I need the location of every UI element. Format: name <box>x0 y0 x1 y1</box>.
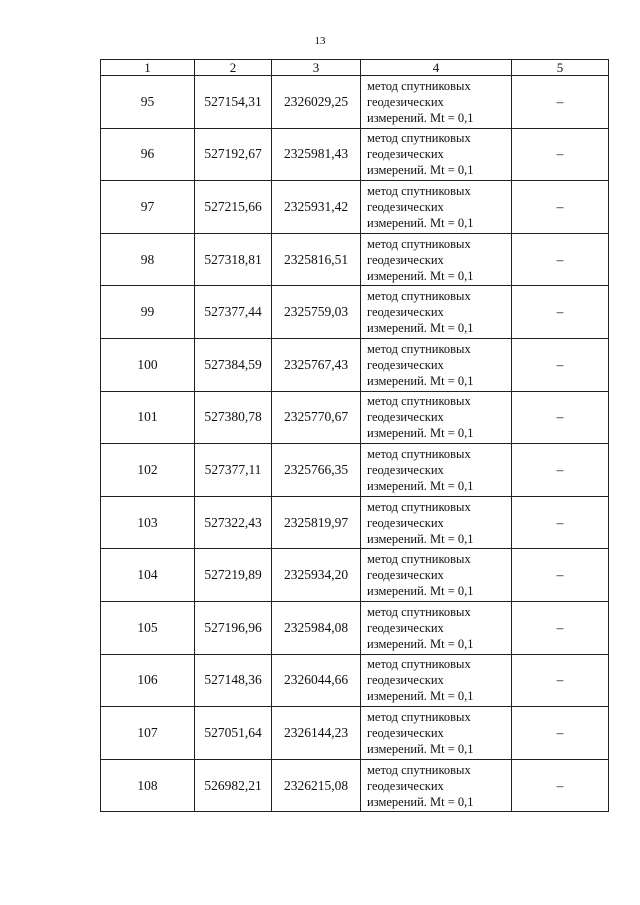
method-cell <box>361 286 512 339</box>
method-cell <box>361 496 512 549</box>
table-row <box>101 654 609 707</box>
x-coordinate-cell: 527377,44 <box>195 286 272 339</box>
note-cell: – <box>512 76 609 129</box>
table-row <box>101 181 609 234</box>
method-line: измерений. Mt = 0,1 <box>367 584 474 599</box>
method-line: метод спутниковых <box>367 552 471 567</box>
method-line: метод спутниковых <box>367 78 471 93</box>
table-row <box>101 601 609 654</box>
method-line: метод спутниковых <box>367 499 471 514</box>
note-cell: – <box>512 601 609 654</box>
table-header-row <box>101 60 609 76</box>
method-line: метод спутниковых <box>367 604 471 619</box>
note-cell: – <box>512 338 609 391</box>
note-cell: – <box>512 759 609 812</box>
table-row <box>101 233 609 286</box>
point-number-cell: 99 <box>101 286 195 339</box>
note-cell: – <box>512 496 609 549</box>
y-coordinate-cell: 2325931,42 <box>272 181 361 234</box>
method-cell <box>361 549 512 602</box>
y-coordinate-cell: 2325819,97 <box>272 496 361 549</box>
table-row <box>101 286 609 339</box>
point-number-cell: 100 <box>101 338 195 391</box>
point-number-cell: 106 <box>101 654 195 707</box>
method-line: метод спутниковых <box>367 446 471 461</box>
method-line: геодезических <box>367 568 444 583</box>
method-cell <box>361 601 512 654</box>
x-coordinate-cell: 527051,64 <box>195 707 272 760</box>
y-coordinate-cell: 2326029,25 <box>272 76 361 129</box>
note-cell: – <box>512 444 609 497</box>
note-cell: – <box>512 233 609 286</box>
method-line: метод спутниковых <box>367 289 471 304</box>
note-cell: – <box>512 391 609 444</box>
x-coordinate-cell: 527384,59 <box>195 338 272 391</box>
table-row <box>101 707 609 760</box>
y-coordinate-cell: 2325984,08 <box>272 601 361 654</box>
note-cell: – <box>512 128 609 181</box>
table-row <box>101 496 609 549</box>
point-number-cell: 96 <box>101 128 195 181</box>
method-line: геодезических <box>367 305 444 320</box>
x-coordinate-cell: 527322,43 <box>195 496 272 549</box>
y-coordinate-cell: 2325981,43 <box>272 128 361 181</box>
method-cell <box>361 444 512 497</box>
method-line: метод спутниковых <box>367 762 471 777</box>
method-line: геодезических <box>367 462 444 477</box>
method-line: измерений. Mt = 0,1 <box>367 373 474 388</box>
column-header: 3 <box>272 60 361 76</box>
table-row <box>101 444 609 497</box>
note-cell: – <box>512 286 609 339</box>
page-number: 13 <box>314 35 326 47</box>
table-row <box>101 76 609 129</box>
method-line: измерений. Mt = 0,1 <box>367 689 474 704</box>
x-coordinate-cell: 527192,67 <box>195 128 272 181</box>
y-coordinate-cell: 2325770,67 <box>272 391 361 444</box>
method-cell <box>361 707 512 760</box>
method-line: геодезических <box>367 725 444 740</box>
method-line: геодезических <box>367 620 444 635</box>
point-number-cell: 95 <box>101 76 195 129</box>
coordinates-table <box>100 59 609 812</box>
x-coordinate-cell: 527215,66 <box>195 181 272 234</box>
method-cell <box>361 76 512 129</box>
column-header: 1 <box>101 60 195 76</box>
method-line: геодезических <box>367 410 444 425</box>
method-line: метод спутниковых <box>367 183 471 198</box>
method-cell <box>361 233 512 286</box>
table-row <box>101 338 609 391</box>
y-coordinate-cell: 2325816,51 <box>272 233 361 286</box>
y-coordinate-cell: 2326144,23 <box>272 707 361 760</box>
method-line: метод спутниковых <box>367 341 471 356</box>
y-coordinate-cell: 2325934,20 <box>272 549 361 602</box>
y-coordinate-cell: 2326044,66 <box>272 654 361 707</box>
method-line: геодезических <box>367 778 444 793</box>
method-line: геодезических <box>367 147 444 162</box>
y-coordinate-cell: 2326215,08 <box>272 759 361 812</box>
column-header: 5 <box>512 60 609 76</box>
table-row <box>101 549 609 602</box>
method-line: геодезических <box>367 94 444 109</box>
table-row <box>101 759 609 812</box>
table-row <box>101 128 609 181</box>
method-line: измерений. Mt = 0,1 <box>367 531 474 546</box>
table-body <box>101 76 609 812</box>
x-coordinate-cell: 527196,96 <box>195 601 272 654</box>
method-line: геодезических <box>367 252 444 267</box>
x-coordinate-cell: 527219,89 <box>195 549 272 602</box>
x-coordinate-cell: 527318,81 <box>195 233 272 286</box>
point-number-cell: 97 <box>101 181 195 234</box>
x-coordinate-cell: 527380,78 <box>195 391 272 444</box>
column-header: 4 <box>361 60 512 76</box>
x-coordinate-cell: 527148,36 <box>195 654 272 707</box>
method-cell <box>361 181 512 234</box>
method-line: метод спутниковых <box>367 131 471 146</box>
method-line: измерений. Mt = 0,1 <box>367 215 474 230</box>
point-number-cell: 98 <box>101 233 195 286</box>
method-line: метод спутниковых <box>367 709 471 724</box>
method-line: измерений. Mt = 0,1 <box>367 163 474 178</box>
y-coordinate-cell: 2325759,03 <box>272 286 361 339</box>
method-line: метод спутниковых <box>367 394 471 409</box>
point-number-cell: 107 <box>101 707 195 760</box>
note-cell: – <box>512 654 609 707</box>
method-cell <box>361 128 512 181</box>
point-number-cell: 102 <box>101 444 195 497</box>
note-cell: – <box>512 707 609 760</box>
method-line: метод спутниковых <box>367 657 471 672</box>
method-line: геодезических <box>367 673 444 688</box>
y-coordinate-cell: 2325766,35 <box>272 444 361 497</box>
point-number-cell: 101 <box>101 391 195 444</box>
method-cell <box>361 338 512 391</box>
x-coordinate-cell: 527377,11 <box>195 444 272 497</box>
point-number-cell: 108 <box>101 759 195 812</box>
method-cell <box>361 759 512 812</box>
method-line: измерений. Mt = 0,1 <box>367 794 474 809</box>
method-line: измерений. Mt = 0,1 <box>367 110 474 125</box>
method-line: геодезических <box>367 357 444 372</box>
method-cell <box>361 391 512 444</box>
method-line: метод спутниковых <box>367 236 471 251</box>
y-coordinate-cell: 2325767,43 <box>272 338 361 391</box>
table-row <box>101 391 609 444</box>
column-header: 2 <box>195 60 272 76</box>
method-line: измерений. Mt = 0,1 <box>367 268 474 283</box>
method-line: измерений. Mt = 0,1 <box>367 741 474 756</box>
method-line: геодезических <box>367 199 444 214</box>
x-coordinate-cell: 527154,31 <box>195 76 272 129</box>
method-line: измерений. Mt = 0,1 <box>367 478 474 493</box>
method-line: измерений. Mt = 0,1 <box>367 426 474 441</box>
x-coordinate-cell: 526982,21 <box>195 759 272 812</box>
point-number-cell: 105 <box>101 601 195 654</box>
point-number-cell: 104 <box>101 549 195 602</box>
point-number-cell: 103 <box>101 496 195 549</box>
method-cell <box>361 654 512 707</box>
method-line: измерений. Mt = 0,1 <box>367 636 474 651</box>
method-line: геодезических <box>367 515 444 530</box>
note-cell: – <box>512 181 609 234</box>
method-line: измерений. Mt = 0,1 <box>367 321 474 336</box>
note-cell: – <box>512 549 609 602</box>
